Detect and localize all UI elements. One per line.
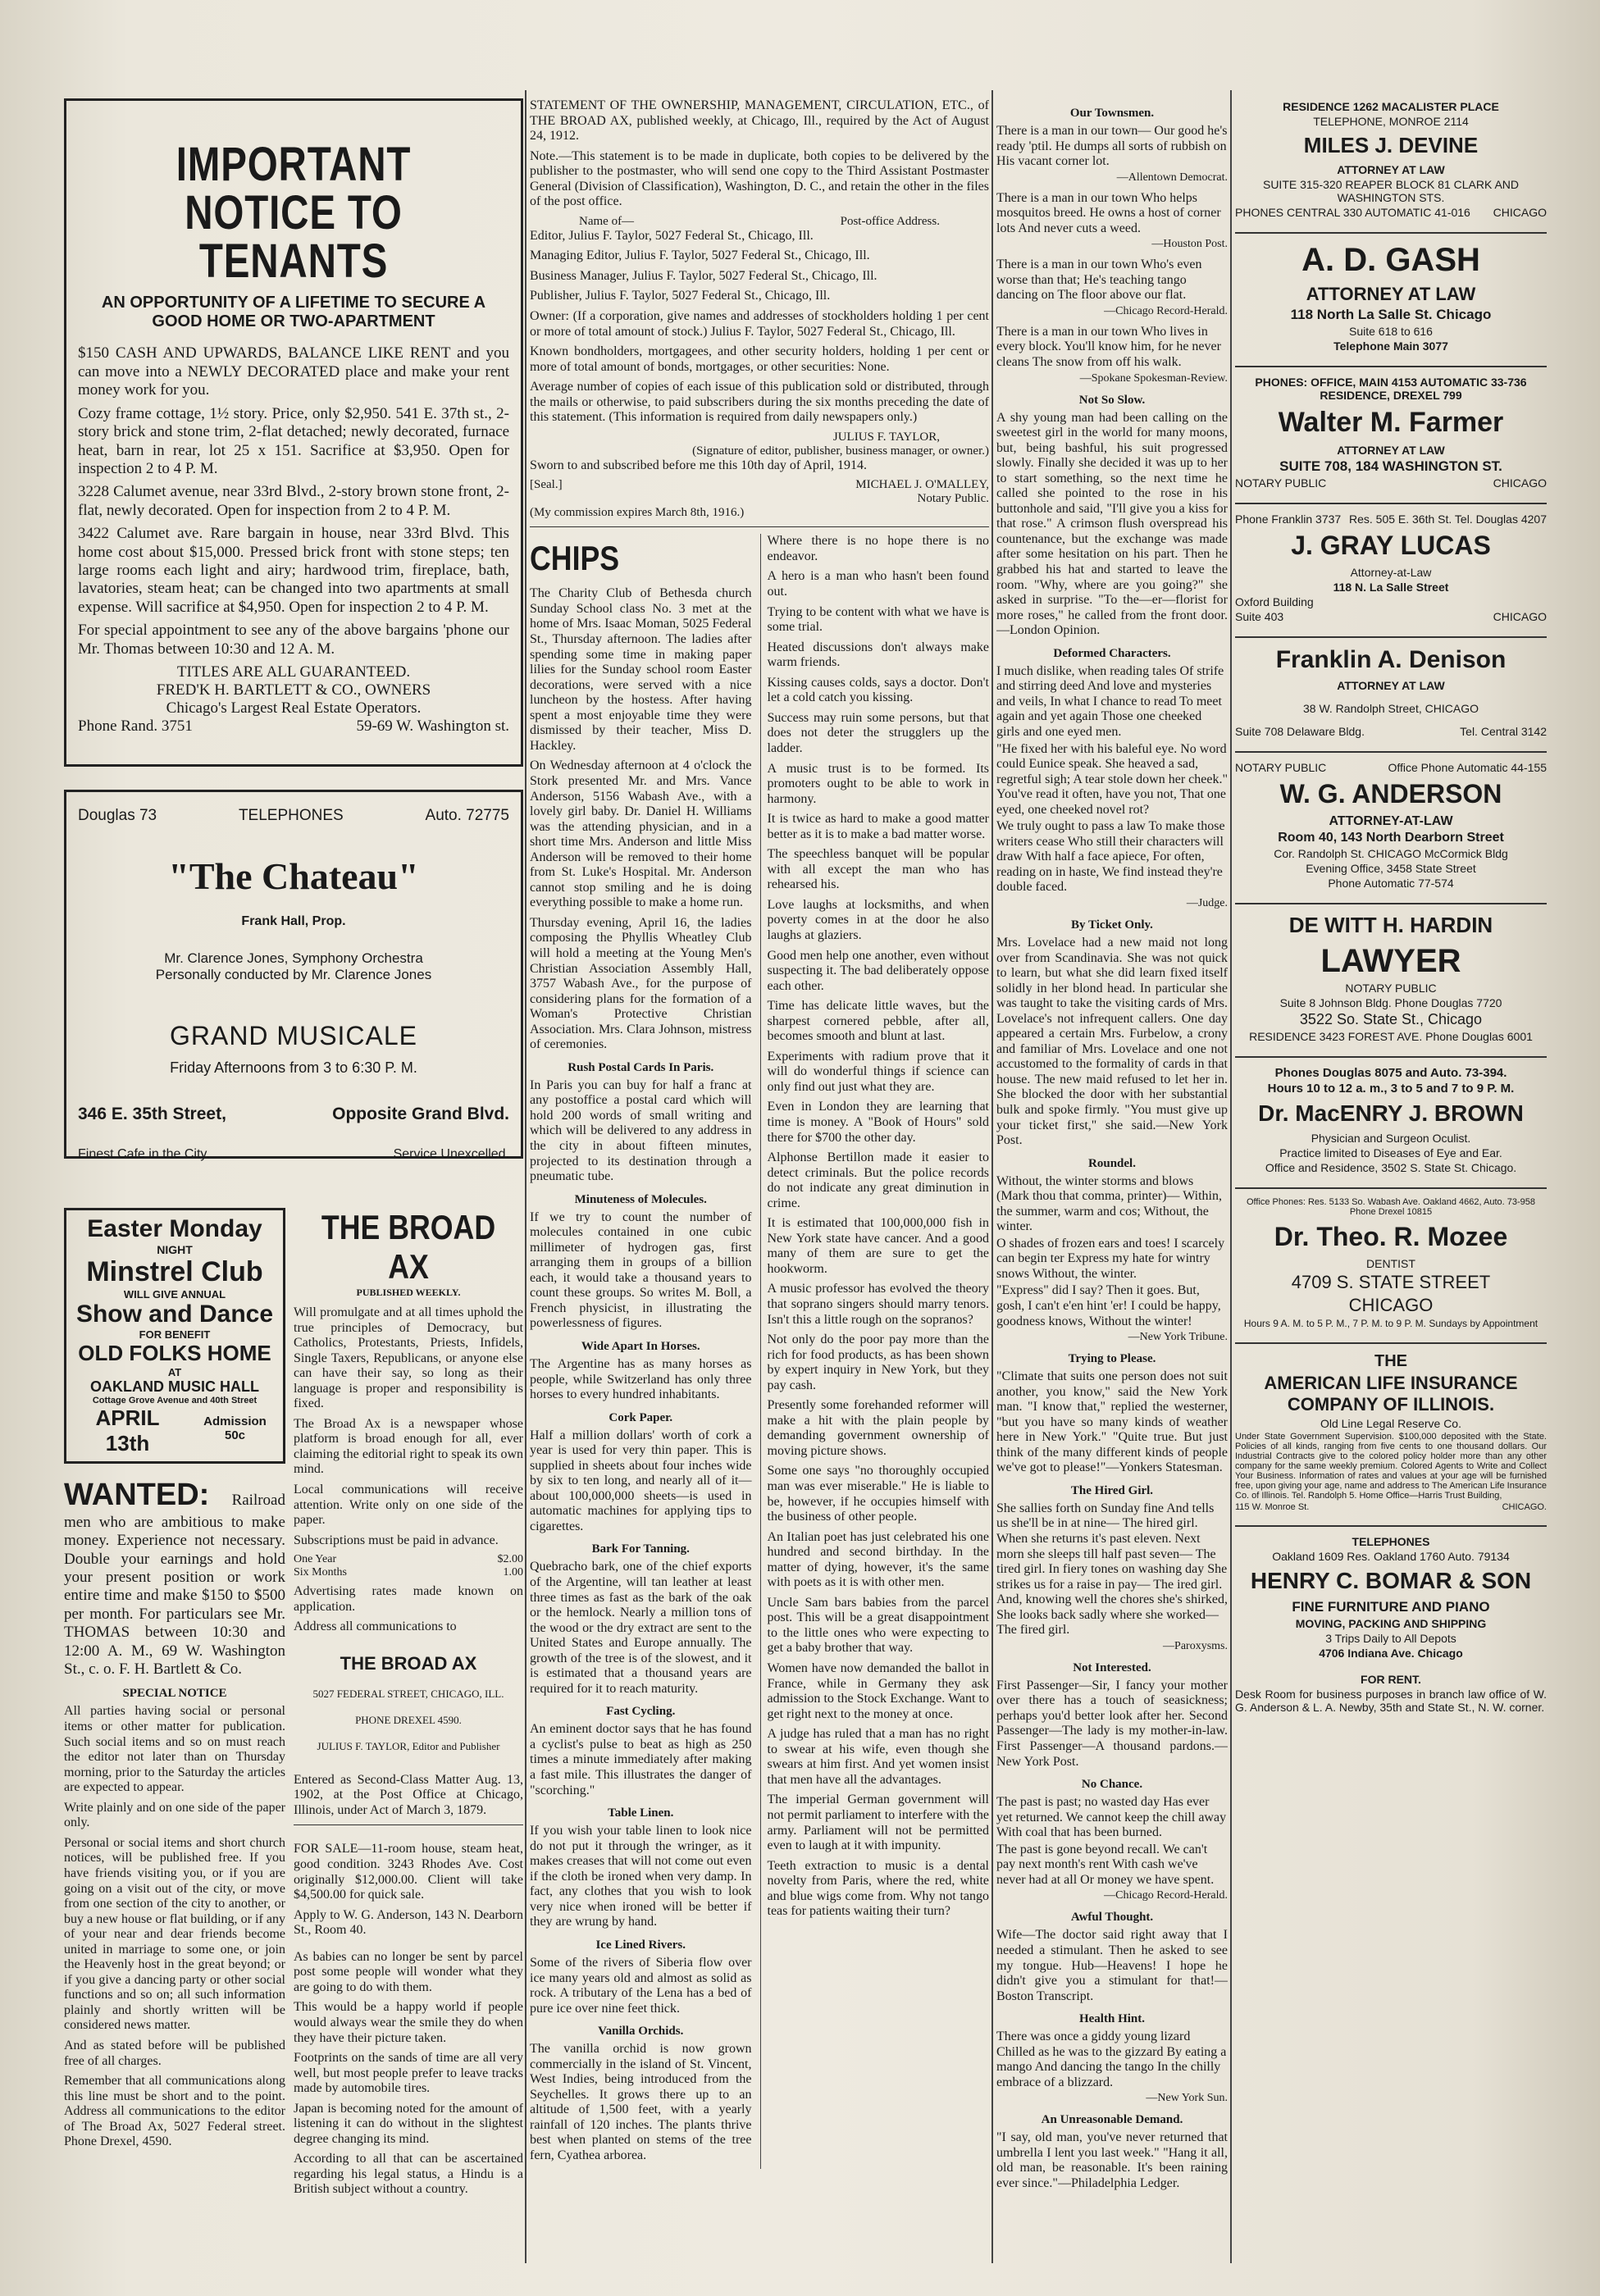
card-line: Cor. Randolph St. CHICAGO McCormick Bldg xyxy=(1274,847,1508,860)
notice-dealers: Chicago's Largest Real Estate Operators. xyxy=(166,699,422,717)
statement-head: STATEMENT OF THE OWNERSHIP, MANAGEMENT, CIRCULATION, ETC., of THE BROAD AX, published weekly, at Chicago, Ill., required by the Act of August 24, 1912. xyxy=(530,98,989,144)
item-head: Bark For Tanning. xyxy=(591,1542,690,1556)
poem-stanza: There is a man in our town Who helps mosquitos breed. He owns a host of corner lots And never cuts a weed. xyxy=(996,190,1221,235)
minstrel-hall: OAKLAND MUSIC HALL xyxy=(90,1378,259,1395)
forsale-apply: Apply to W. G. Anderson, 143 N. Dearborn St., Room 40. xyxy=(294,1907,523,1938)
card-line: PHONES CENTRAL 330 AUTOMATIC 41-016 xyxy=(1235,206,1470,219)
card-line: ATTORNEY AT LAW xyxy=(1306,284,1476,304)
card-line: FINE FURNITURE AND PIANO xyxy=(1292,1599,1490,1615)
card-name: A. D. GASH xyxy=(1301,242,1480,278)
statement-commission: (My commission expires March 8th, 1916.) xyxy=(530,506,745,520)
chip-item: Good men help one another, even without suspecting it. The bad deliberately oppose each other. xyxy=(767,948,989,993)
chip-item: The imperial German government will not permit parliament to interfere with the army. Parliament will not be permitted even to laugh at it with impunity. xyxy=(767,1793,989,1853)
broadax-entered: Entered as Second-Class Matter Aug. 13, 1902, at the Post Office at Chicago, Illinois, under Act of March 3, 1879. xyxy=(294,1772,523,1817)
card-line: Oakland 1609 Res. Oakland 1760 Auto. 79134 xyxy=(1272,1550,1510,1563)
poem-stanza: The past is past; no wasted day Has ever yet returned. We cannot keep the chill away With coal that has been burned. xyxy=(996,1795,1227,1840)
card-denison xyxy=(1235,646,1547,738)
card-name: DE WITT H. HARDIN xyxy=(1288,913,1493,937)
card-line: TELEPHONE, MONROE 2114 xyxy=(1313,115,1469,128)
notice-para: $150 CASH AND UPWARDS, BALANCE LIKE RENT and you can move into a NEWLY DECORATED place and make your rent money work for you. xyxy=(78,344,509,399)
broadax-year: One Year xyxy=(294,1553,337,1566)
filler-para: Footprints on the sands of time are all very well, but most people prefer to leave tracks made by automobile tires. xyxy=(294,2051,523,2096)
card-line: MOVING, PACKING AND SHIPPING xyxy=(1295,1617,1487,1630)
broadax-para: Advertising rates made known on application. xyxy=(294,1584,523,1614)
poem-stanza: There is a man in our town Who lives in every block. You'll know him, for he never cleans The snow from off his walk. xyxy=(996,324,1221,370)
chip-item: It is twice as hard to make a good matter better as it is to make a bad matter worse. xyxy=(767,812,989,841)
poem-attribution: —Chicago Record-Herald. xyxy=(1104,304,1228,317)
chip-item: Love laughs at locksmiths, and when poverty comes in at the door he also laughs at glaziers. xyxy=(767,897,989,942)
item-text: An eminent doctor says that he has found a cyclist's pulse to beat as high as 250 times a minute immediately after making a fast mile. This illustrates the danger of "scorching." xyxy=(530,1722,752,1797)
chip-item: The speechless banquet will be popular with all except the man who has rehearsed his. xyxy=(767,847,989,892)
tenants-notice-ad xyxy=(64,98,523,767)
card-bomar xyxy=(1235,1535,1547,1660)
card-line: TELEPHONES xyxy=(1352,1535,1430,1548)
card-line: Telephone Main 3077 xyxy=(1333,339,1448,353)
card-lucas xyxy=(1235,512,1547,623)
chip-item: Teeth extraction to music is a dental novelty from Paris, where the red, white and blue wigs come from. Why not tango teas for patients waiting their turn? xyxy=(767,1858,989,1919)
minstrel-date: APRIL 13th xyxy=(95,1405,160,1456)
card-name: LAWYER xyxy=(1320,943,1461,979)
filler-para: According to all that can be ascertained regarding his legal status, a Hindu is a British subject without a country. xyxy=(294,2152,523,2197)
card-line: Suite 403 xyxy=(1235,610,1284,623)
card-farmer xyxy=(1235,376,1547,490)
card-line: ATTORNEY-AT-LAW xyxy=(1329,814,1453,828)
card-line: DENTIST xyxy=(1366,1257,1415,1270)
card-devine xyxy=(1235,100,1547,219)
story-title: Trying to Please. xyxy=(1068,1352,1156,1366)
broadax-phone: PHONE DREXEL 4590. xyxy=(355,1713,462,1726)
item-text: If we try to count the number of molecules contained in one cubic millimeter of hydrogen gas, first arranging them in groups of a billion each, it would take a thousand years to count these groups. So writes M. Boll, a French physicist, in illustrating the powerlessness of figures. xyxy=(530,1210,752,1331)
chateau-phone-left: Douglas 73 xyxy=(78,807,157,824)
card-line: Desk Room for business purposes in branch law office of W. G. Anderson & L. A. Newby, 35th and State St., N. W. corner. xyxy=(1235,1688,1547,1714)
card-line: Phones Douglas 8075 and Auto. 73-394. xyxy=(1274,1066,1507,1080)
card-line: Under State Government Supervision. $100,000 deposited with the State. Policies of all kinds, ranging from five cents to one thousand dollars. Our Industrial Contracts give to the colored policy holder more than any other company for the same weekly premium. Colored Agents to Write and Collect Your Business. Information of rates and values at your age will be furnished free, upon giving your age, name and address to The American Life Insurance Co. of Illinois. Tel. Randolph 5. Home Office—Harris Trust Building, xyxy=(1235,1432,1547,1501)
card-name: MILES J. DEVINE xyxy=(1303,133,1479,157)
special-para: Remember that all communications along this line must be short and to the point. Address all communications to the editor of The Broad Ax, 5027 Federal street. Phone Drexel, 4590. xyxy=(64,2074,285,2149)
column-4 xyxy=(1235,98,1547,2263)
column-1 xyxy=(64,98,523,2263)
card-line: SUITE 708, 184 WASHINGTON ST. xyxy=(1279,458,1502,474)
chateau-orchestra: Mr. Clarence Jones, Symphony Orchestra xyxy=(164,950,423,966)
card-line: CHICAGO xyxy=(1493,610,1547,623)
chip-item: Not only do the poor pay more than the rich for food products, as has been shown by expert inquiry in New York, but they pay cash. xyxy=(767,1332,989,1392)
chip-item: Where there is no hope there is no endeavor. xyxy=(767,534,989,563)
poem-title: No Chance. xyxy=(1081,1778,1143,1792)
poem-attribution: —New York Tribune. xyxy=(1128,1331,1228,1344)
item-text: The Argentine has as many horses as people, while Switzerland has only three horses to every hundred inhabitants. xyxy=(530,1357,752,1402)
poem-stanza: O shades of frozen ears and toes! I scarcely can begin ter Express my hate for wintry snows Without, the winter. xyxy=(996,1236,1225,1281)
chip-item: Kissing causes colds, says a doctor. Don't let a cold catch you kissing. xyxy=(767,675,989,705)
chateau-phone-mid: TELEPHONES xyxy=(238,807,344,824)
statement-signature-note: (Signature of editor, publisher, business manager, or owner.) xyxy=(692,444,989,458)
story-text: A shy young man had been calling on the sweetest girl in the world for many moons, but, being bashful, his suit progressed slowly. Finally she decided it was up to her to start something, so the next time he called she pointed to the rose in his buttonhole and said, "I'll give you a kiss for that rose." A crimson flush overspread his countenance, but the exchange was made after some hesitation on his part. Then he grabbed his hat and started to leave the room. "Why, where are you going?" she asked in surprise. "To the—er—florist for more roses," he called from the front door.—London Opinion. xyxy=(996,410,1228,638)
broadax-para: Address all communications to xyxy=(294,1620,457,1634)
special-notice-head: SPECIAL NOTICE xyxy=(122,1687,227,1701)
card-name: Franklin A. Denison xyxy=(1275,646,1507,673)
card-line: ATTORNEY AT LAW xyxy=(1337,444,1445,457)
card-line: CHICAGO xyxy=(1493,206,1547,219)
card-for-rent xyxy=(1235,1673,1547,1714)
card-line: Phone Franklin 3737 xyxy=(1235,512,1342,526)
card-name: Dr. Theo. R. Mozee xyxy=(1274,1222,1508,1251)
statement-business: Business Manager, Julius F. Taylor, 5027 Federal St., Chicago, Ill. xyxy=(530,268,877,283)
special-para: Personal or social items and short church notices, will be published free. If you have friends visiting you, or if you are going on a visit out of the city, or move from one section of the city to another, or buy a new house or flat building, or if any of your near and dear friends become united in marriage to some one, or join the Heavenly host in the great beyond; or if you give a dancing party or other social functions and so on; all such information plainly and shortly written will be considered news matter. xyxy=(64,1835,285,2033)
chateau-service: Service Unexcelled. xyxy=(393,1147,509,1161)
statement-sworn: Sworn to and subscribed before me this 10th day of April, 1914. xyxy=(530,458,868,472)
chateau-times: Friday Afternoons from 3 to 6:30 P. M. xyxy=(170,1059,417,1076)
poem-stanza: Without, the winter storms and blows (Mark thou that comma, printer)— Within, the summer, warm and cos; Without, the winter. xyxy=(996,1173,1222,1234)
poem-title: Health Hint. xyxy=(1078,2012,1145,2026)
card-line: CHICAGO xyxy=(1493,476,1547,490)
chip-item: Even in London they are learning that time is money. A "Book of Hours" sold there for $700 the other day. xyxy=(767,1100,989,1145)
notice-phone: Phone Rand. 3751 xyxy=(78,717,193,735)
forsale-para: FOR SALE—11-room house, steam heat, good condition. 3243 Rhodes Ave. Cost originally $12,000.00. Client will take $4,500.00 for quick sale. xyxy=(294,1842,523,1902)
minstrel-benefit: FOR BENEFIT xyxy=(139,1328,211,1341)
minstrel-admission: Admission 50c xyxy=(203,1414,267,1442)
poem-attribution: —Spokane Spokesman-Review. xyxy=(1079,371,1228,385)
poem-title: Deformed Characters. xyxy=(1053,646,1171,660)
story-text: First Passenger—Sir, I fancy your mother over there has a touch of seasickness; perhaps you'd better look after her. Second Passenger—The lady is my mother-in-law. First Passenger—A thousand pardons.—New York Post. xyxy=(996,1678,1228,1769)
card-line: Hours 9 A. M. to 5 P. M., 7 P. M. to 9 P. M. Sundays by Appointment xyxy=(1243,1318,1538,1329)
chips-para: On Wednesday afternoon at 4 o'clock the Stork presented Mr. and Mrs. Vance Anderson, 5156 Wabash Ave., with a lovely girl baby. Dr. Daniel H. Williams was the attending physician, and in a short time Mrs. Anderson and little Miss Anderson will be removed to their home from St. Luke's Hospital. Mr. Anderson cannot stop smiling and he is doing everything possible to make a home run. xyxy=(530,758,752,910)
card-line: 118 N. La Salle Street xyxy=(1333,581,1449,594)
item-head: Wide Apart In Horses. xyxy=(581,1340,700,1353)
poem-title: The Hired Girl. xyxy=(1070,1483,1154,1497)
story-title: Not So Slow. xyxy=(1078,393,1146,407)
poem-stanza: There is a man in our town— Our good he's ready 'ptil. He dumps all sorts of rubbish on His vacant corner lot. xyxy=(996,124,1228,169)
chateau-musicale: GRAND MUSICALE xyxy=(169,1021,418,1050)
notice-para: Cozy frame cottage, 1½ story. Price, only $2,950. 541 E. 37th st., 2-story brick and stone trim, 2-flat detached; newly decorated, furnace heat, barn in rear, lot 25 x 151. Sacrifice at $3,950. Open for inspection 2 to 4 P. M. xyxy=(78,404,509,477)
broadax-address: 5027 FEDERAL STREET, CHICAGO, ILL. xyxy=(312,1687,504,1700)
chateau-phone-right: Auto. 72775 xyxy=(425,807,509,824)
chip-item: A hero is a man who hasn't been found out. xyxy=(767,569,989,599)
chip-item: A music trust is to be formed. Its promoters ought to be able to work in harmony. xyxy=(767,761,989,806)
statement-notary-title: Notary Public. xyxy=(917,492,989,506)
chip-item: Alphonse Bertillon made it easier to detect criminals. But the police records do not indicate any great diminution in crime. xyxy=(767,1150,989,1210)
card-line: Phone Automatic 77-574 xyxy=(1328,877,1454,890)
card-line: NOTARY PUBLIC xyxy=(1235,761,1327,774)
item-head: Ice Lined Rivers. xyxy=(595,1938,686,1952)
special-para: Write plainly and on one side of the paper only. xyxy=(64,1800,285,1830)
chip-item: Women have now demanded the ballot in France, while in Germany they ask admission to the Stock Exchange. Want to get right next to the money at once. xyxy=(767,1661,989,1721)
notice-para: 3422 Calumet ave. Rare bargain in house, near 33rd Blvd. This home cost about $15,000. Pressed brick front with stone steps; ten large rooms each light and airy; hardwood trim, fireplace, bath, lavatories, steam heat; can be changed into two apartments at small expense. Will sacrifice at $4,950. Open for inspection 2 to 4 P. M. xyxy=(78,525,509,616)
card-line: PHONES: OFFICE, MAIN 4153 AUTOMATIC 33-736 RESIDENCE, DREXEL 799 xyxy=(1255,376,1527,402)
chateau-ad xyxy=(64,790,523,1159)
card-anderson xyxy=(1235,761,1547,890)
story-title: Awful Thought. xyxy=(1070,1911,1154,1925)
card-gash xyxy=(1235,242,1547,353)
notice-address: 59-69 W. Washington st. xyxy=(356,717,509,735)
poem-attribution: —Houston Post. xyxy=(1151,238,1228,251)
minstrel-ad xyxy=(64,1208,285,1464)
broadax-six-price: 1.00 xyxy=(503,1566,523,1579)
column-rule xyxy=(1230,90,1232,2263)
card-line: THE xyxy=(1374,1352,1407,1370)
poem-attribution: —New York Sun. xyxy=(1146,2092,1228,2105)
poem-title: Roundel. xyxy=(1088,1156,1136,1170)
story-text: "I say, old man, you've never returned that umbrella I lent you last week." "Hang it all, old man, be reasonable. It's been raining ever since."—Philadelphia Ledger. xyxy=(996,2130,1228,2190)
card-line: Room 40, 143 North Dearborn Street xyxy=(1278,831,1504,845)
wanted-text: Railroad men who are ambitious to make money. Experience not necessary. Double your earnings and hold your present position or work entire time and make $150 to $500 per month. For particulars see Mr. THOMAS between 10:30 and 12:00 A. M., 69 W. Washington St., c. o. F. H. Bartlett & Co. xyxy=(64,1492,285,1679)
statement-owner: Owner: (If a corporation, give names and addresses of stockholders holding 1 per cent or more of total amount of stock.) Julius F. Taylor, 5027 Federal St., Chicago, Ill. xyxy=(530,309,989,339)
chips-title: CHIPS xyxy=(530,539,620,578)
poem-stanza: "Express" did I say? Then it goes. But, gosh, I can't e'en hint 'er! I could be happy, goodness knows, Without the winter! xyxy=(996,1283,1221,1328)
notice-para: For special appointment to see any of the above bargains 'phone our Mr. Thomas between 10:30 and 12 A. M. xyxy=(78,622,509,658)
filler-para: This would be a happy world if people would always wear the smile they do when they have their picture taken. xyxy=(294,2000,523,2045)
item-text: Some of the rivers of Siberia flow over ice many years old and almost as solid as rock. A tributary of the Lena has a bed of pure ice over nine feet thick. xyxy=(530,1955,752,2016)
chip-item: A music professor has evolved the theory that soprano singers should marry tenors. Isn't this a little rough on the sopranos? xyxy=(767,1282,989,1327)
chip-item: Presently some forehanded reformer will make a hit with the plain people by demanding government ownership of moving picture shows. xyxy=(767,1398,989,1458)
card-line: Office Phone Automatic 44-155 xyxy=(1388,761,1547,774)
statement-signature: JULIUS F. TAYLOR, xyxy=(832,430,940,444)
card-name: HENRY C. BOMAR & SON xyxy=(1250,1568,1532,1593)
notice-subtitle: AN OPPORTUNITY OF A LIFETIME TO SECURE A GOOD HOME OR TWO-APARTMENT xyxy=(101,294,486,331)
item-head: Rush Postal Cards In Paris. xyxy=(568,1060,714,1074)
card-line: NOTARY PUBLIC xyxy=(1235,476,1327,490)
statement-bonds: Known bondholders, mortgagees, and other security holders, holding 1 per cent or more of total amount of bonds, mortgages, or other securities: None. xyxy=(530,344,989,374)
broadax-masthead: THE BROAD AX xyxy=(321,1208,496,1286)
card-name: Dr. MacENRY J. BROWN xyxy=(1258,1100,1524,1126)
card-line: CHICAGO. xyxy=(1502,1502,1547,1512)
minstrel-annual: WILL GIVE ANNUAL xyxy=(123,1288,226,1301)
poem-stanza: The past is gone beyond recall. We can't pay next month's rent With cash we've never had at all Or money we have spent. xyxy=(996,1842,1215,1887)
statement-notary: MICHAEL J. O'MALLEY, xyxy=(855,478,989,492)
chip-item: Some one says "no thoroughly occupied man was ever miserable." He is liable to be, however, if he occupies himself with the business of other people. xyxy=(767,1464,989,1524)
card-line: ATTORNEY AT LAW xyxy=(1337,163,1445,176)
broadax-weekly: PUBLISHED WEEKLY. xyxy=(356,1287,461,1298)
poem-stanza: I much dislike, when reading tales Of strife and stirring deed And love and mysteries and veils, In what I chance to read To meet again and yet again Those one cheeked girls and one eyed men. xyxy=(996,663,1224,739)
poem-stanza: "He fixed her with his baleful eye. No word could Eunice speak. She heaved a sad, regretful sigh; A tear stole down her cheek." You've read it often, have you not, That one eyed, one cheeked novel rot? xyxy=(996,741,1228,817)
statement-editor: Editor, Julius F. Taylor, 5027 Federal St., Chicago, Ill. xyxy=(530,228,814,243)
card-name: AMERICAN LIFE INSURANCE COMPANY OF ILLINOIS. xyxy=(1264,1373,1518,1414)
card-life-insurance xyxy=(1235,1352,1547,1512)
card-line: RESIDENCE 1262 MACALISTER PLACE xyxy=(1283,100,1499,113)
column-rule xyxy=(991,90,993,2263)
minstrel-show: Show and Dance xyxy=(75,1301,274,1328)
poem-stanza: We truly ought to pass a law To make those writers cease Who still their characters will draw With half a face apiece, For often, reading on in haste, We find instead they're double faced. xyxy=(996,819,1225,895)
card-line: Practice limited to Diseases of Eye and Ear. xyxy=(1279,1146,1502,1159)
chip-item: Success may ruin some persons, but that does not deter the strugglers up the ladder. xyxy=(767,710,989,755)
column-3 xyxy=(996,98,1228,2263)
notice-title: IMPORTANT NOTICE TO TENANTS xyxy=(175,138,412,289)
chateau-opposite: Opposite Grand Blvd. xyxy=(332,1105,509,1123)
broadax-para: Will promulgate and at all times uphold the true principles of Democracy, but Catholics, Protestants, Priests, Infidels, Single Taxers, Republicans, or anyone else can have their say, so long as their language is proper and responsibility is fixed. xyxy=(294,1305,523,1411)
ownership-statement xyxy=(530,98,989,520)
card-line: Hours 10 to 12 a. m., 3 to 5 and 7 to 9 P. M. xyxy=(1267,1082,1515,1096)
poem-attribution: —Chicago Record-Herald. xyxy=(1104,1889,1228,1902)
chips-para: The Charity Club of Bethesda church Sunday School class No. 3 met at the home of Mrs. Isaac Moman, 5025 Federal St., Thursday afternoon. The ladies after spending some time in making paper lilies for the Sunday school room Easter decorations, were served with a nice luncheon by the hostess. After having spent a most enjoyable time they were dismissed by their teacher, Miss D. Hackley. xyxy=(530,586,752,753)
statement-note: Note.—This statement is to be made in duplicate, both copies to be delivered by the publisher to the postmaster, who will send one copy to the Third Assistant Postmaster General (Division of Classification), Washington, D. C., and retain the other in the files of the post office. xyxy=(530,148,989,209)
card-line: FOR RENT. xyxy=(1361,1673,1421,1686)
chip-item: It is estimated that 100,000,000 fish in New York state have cancer. And a good many of them are sure to get the hookworm. xyxy=(767,1216,989,1276)
broadax-year-price: $2.00 xyxy=(497,1553,523,1566)
special-para: All parties having social or personal items or other matter for publication. Such social items and so on must reach the editor not later than on Thursday morning, prior to the Saturday the articles are expected to appear. xyxy=(64,1704,285,1795)
statement-postoffice: Post-office Address. xyxy=(840,214,940,228)
card-name: J. GRAY LUCAS xyxy=(1291,531,1491,560)
card-hardin xyxy=(1235,913,1547,1043)
special-para: And as stated before will be published free of all charges. xyxy=(64,2038,285,2068)
item-head: Minuteness of Molecules. xyxy=(574,1192,707,1206)
chateau-conductor: Personally conducted by Mr. Clarence Jones xyxy=(155,967,432,982)
item-text: Half a million dollars' worth of cork a year is used for very thin paper. This is supplied in sheets about four inches wide by six to ten long, and nearly all of it—about 100,000,000 sheets—is used in automatic machines for applying tips to cigarettes. xyxy=(530,1428,752,1533)
story-title: Not Interested. xyxy=(1073,1660,1151,1674)
story-title: An Unreasonable Demand. xyxy=(1041,2113,1183,2127)
broadax-para: The Broad Ax is a newspaper whose platform is broad enough for all, ever claiming the editorial right to speak its own mind. xyxy=(294,1416,523,1477)
story-text: Mrs. Lovelace had a new maid not long over from Scandinavia. She was not quick to learn, but what she did learn fixed itself solidly in her blond head. In particular she was taught to take the visiting cards of Mrs. Lovelace's not infrequent callers. One day appeared a certain Mrs. Furbelow, a crony and familiar of Mrs. Lovelace and one not accustomed to the formality of cards in that house. The new maid refused to let her in. She blocked the door with her substantial bulk and spoke firmly. "You must give up your ticket first," she said.—New York Post. xyxy=(996,935,1228,1148)
card-line: Suite 618 to 616 xyxy=(1349,325,1433,338)
poem-attribution: —Allentown Democrat. xyxy=(1116,171,1228,184)
minstrel-at: AT xyxy=(167,1366,182,1378)
story-title: By Ticket Only. xyxy=(1071,918,1153,932)
item-text: If you wish your table linen to look nice do not put it through the wringer, as it makes creases that will not come out even if the cloth be ironed when very damp. In fact, any clothes that you wish to look very nice when ironed will be better if they are wrung by hand. xyxy=(530,1824,752,1929)
statement-average: Average number of copies of each issue of this publication sold or distributed, through the mails or otherwise, to paid subscribers during the six months preceding the date of this statement. (This information is required from daily newspapers only.) xyxy=(530,380,989,425)
chips-para: Thursday evening, April 16, the ladies composing the Phyllis Wheatley Club will hold a meeting at the Young Men's Christian Association Assembly Hall, 3757 Wabash Ave., for the purpose of considering plans for the formation of a Woman's Protective Christian Association. Mrs. Clara Johnson, mistress of ceremonies. xyxy=(530,915,752,1052)
filler-para: Japan is becoming noted for the amount of listening it can do without in the slightest degree changing its mind. xyxy=(294,2101,523,2146)
card-line: 115 W. Monroe St. xyxy=(1235,1502,1310,1512)
minstrel-night: NIGHT xyxy=(157,1243,193,1256)
card-line: Old Line Legal Reserve Co. xyxy=(1320,1417,1461,1430)
card-brown xyxy=(1235,1066,1547,1174)
item-text: Quebracho bark, one of the chief exports of the Argentine, will tan leather at least three times as fast as the bark of the oak or the hemlock. Nearly a million tons of the wood or the dry extract are sent to the United States and Europe annually. The growth of the tree is of the slowest, and it is estimated that a thousand years are required for it to reach maturity. xyxy=(530,1560,752,1696)
card-line: Attorney-at-Law xyxy=(1350,566,1432,579)
card-line: Tel. Central 3142 xyxy=(1460,725,1547,738)
statement-name-of: Name of— xyxy=(579,214,635,228)
chateau-prop: Frank Hall, Prop. xyxy=(241,914,346,928)
item-head: Cork Paper. xyxy=(609,1410,673,1424)
notice-owners: FRED'K H. BARTLETT & CO., OWNERS xyxy=(156,681,431,699)
poem-stanza: There was once a giddy young lizard Chilled as he was to the gizzard By eating a mango And dancing the tango In the chilly embrace of a blizzard. xyxy=(996,2029,1227,2089)
card-line: 38 W. Randolph Street, CHICAGO xyxy=(1303,702,1479,715)
poem-stanza: She sallies forth on Sunday fine And tells us she'll be in at nine— The hired girl. When she returns it's past eleven. Next morn she sleeps till half past seven— The tired girl. In fiery tones on washing day She strikes us for a raise in pay— The ired girl. And, knowing well the chores she's shirked, She looks back sadly where she worked— The fired girl. xyxy=(996,1501,1228,1638)
column-rule xyxy=(525,90,526,2263)
card-mozee xyxy=(1235,1197,1547,1329)
card-name: Walter M. Farmer xyxy=(1278,407,1504,438)
card-line: CHICAGO xyxy=(1348,1295,1434,1315)
card-line: 118 North La Salle St. Chicago xyxy=(1290,307,1492,322)
story-text: "Climate that suits one person does not suit another, you know," said the New York man. "I know that," replied the westerner, "but you have so many kinds of weather here in New York." "Quite true. But just think of the many different kinds of people we've got to please!"—Yonkers Statesman. xyxy=(996,1369,1228,1475)
card-line: RESIDENCE 3423 FOREST AVE. Phone Douglas 6001 xyxy=(1249,1030,1533,1043)
item-text: The vanilla orchid is now grown commercially in the island of St. Vincent, West Indies, being introduced from the Seychelles. It grows there up to an altitude of 1,500 feet, with a yearly rainfall of 120 inches. The plants thrive best when planted on stems of the tree fern, Cyathea arborea. xyxy=(530,2042,752,2162)
notice-para: 3228 Calumet avenue, near 33rd Blvd., 2-story brown stone front, 2-flat, newly decorated. Open for inspection from 2 to 4 P. M. xyxy=(78,483,509,519)
card-line: Suite 8 Johnson Bldg. Phone Douglas 7720 xyxy=(1279,996,1502,1009)
poem-stanza: There is a man in our town Who's even worse than that; He's teaching tango dancing on The floor above our flat. xyxy=(996,257,1202,303)
minstrel-day: Easter Monday xyxy=(87,1215,262,1242)
column-2 xyxy=(530,98,989,2263)
card-line: 3 Trips Daily to All Depots xyxy=(1325,1632,1456,1645)
broadax-six: Six Months xyxy=(294,1566,347,1579)
card-line: 4709 S. STATE STREET xyxy=(1291,1272,1491,1292)
minstrel-location: Cottage Grove Avenue and 40th Street xyxy=(92,1396,258,1405)
card-line: Office and Residence, 3502 S. State St. Chicago. xyxy=(1265,1161,1517,1174)
poem-attribution: —Judge. xyxy=(1186,896,1228,909)
card-line: NOTARY PUBLIC xyxy=(1345,982,1437,995)
chip-item: Heated discussions don't always make warm friends. xyxy=(767,640,989,670)
chip-item: Experiments with radium prove that it will do wonderful things if science can only find out just what they are. xyxy=(767,1049,989,1094)
chateau-cafe: Finest Cafe in the City. xyxy=(78,1147,210,1161)
story-text: Wife—The doctor said right away that I needed a stimulant. Then he asked to see my tongue. Hub—Heavens! I hope he didn't give you a stimulant for that!—Boston Transcript. xyxy=(996,1928,1228,2003)
minstrel-home: OLD FOLKS HOME xyxy=(78,1341,271,1365)
chateau-title: "The Chateau" xyxy=(168,855,419,897)
item-head: Vanilla Orchids. xyxy=(598,2025,684,2039)
card-line: ATTORNEY AT LAW xyxy=(1337,679,1445,692)
poem-attribution: —Paroxysms. xyxy=(1163,1639,1228,1652)
chip-item: Uncle Sam bars babies from the parcel post. This will be a great disappointment to the little ones who were expecting to get a baby brother that way. xyxy=(767,1595,989,1656)
card-line: Physician and Surgeon Oculist. xyxy=(1311,1132,1471,1145)
card-line: Evening Office, 3458 State Street xyxy=(1306,862,1476,875)
broadax-name: THE BROAD AX xyxy=(340,1652,477,1674)
card-line: Office Phones: Res. 5133 So. Wabash Ave. Oakland 4662, Auto. 73-958 Phone Drexel 10815 xyxy=(1246,1197,1536,1217)
card-line: 3522 So. State St., Chicago xyxy=(1299,1011,1483,1027)
item-head: Fast Cycling. xyxy=(606,1705,676,1719)
card-line: 4706 Indiana Ave. Chicago xyxy=(1319,1647,1463,1660)
chip-item: An Italian poet has just celebrated his one hundred and second birthday. In the matter of dying, however, it's the same with poets as it is with other men. xyxy=(767,1529,989,1590)
filler-para: As babies can no longer be sent by parcel post some people will wonder what they are going to do with them. xyxy=(294,1949,523,1994)
chip-item: Trying to be content with what we have is some trial. xyxy=(767,604,989,635)
card-line: SUITE 315-320 REAPER BLOCK 81 CLARK AND WASHINGTON STS. xyxy=(1262,178,1520,204)
item-head: Table Linen. xyxy=(608,1806,674,1820)
statement-managing: Managing Editor, Julius F. Taylor, 5027 Federal St., Chicago, Ill. xyxy=(530,248,870,263)
broadax-para: Local communications will receive attention. Write only on one side of the paper. xyxy=(294,1483,523,1528)
broadax-para: Subscriptions must be paid in advance. xyxy=(294,1533,499,1547)
item-text: In Paris you can buy for half a franc at any postoffice a postal card which will hold 200 words of small writing and which will be delivered to any address in the city in about fifteen minutes, projected to its destination through a pneumatic tube. xyxy=(530,1077,752,1184)
statement-publisher: Publisher, Julius F. Taylor, 5027 Federal St., Chicago, Ill. xyxy=(530,289,831,303)
card-line: Res. 505 E. 36th St. Tel. Douglas 4207 xyxy=(1348,512,1547,526)
statement-seal: [Seal.] xyxy=(530,478,563,492)
card-line: Oxford Building xyxy=(1235,595,1314,608)
wanted-head: WANTED: xyxy=(64,1478,210,1512)
chip-item: A judge has ruled that a man has no right to swear at his wife, even though she swears at him first. And yet women insist that men have all the advantages. xyxy=(767,1727,989,1787)
chateau-address: 346 E. 35th Street, xyxy=(78,1105,226,1123)
notice-guarantee: TITLES ARE ALL GUARANTEED. xyxy=(176,663,411,681)
card-name: W. G. ANDERSON xyxy=(1279,779,1502,809)
minstrel-club: Minstrel Club xyxy=(86,1256,263,1287)
poem-title: Our Townsmen. xyxy=(1069,107,1155,120)
broadax-editor: JULIUS F. TAYLOR, Editor and Publisher xyxy=(317,1739,500,1752)
chip-item: Time has delicate little waves, but the sharpest cornered pebble, after all, becomes smooth and blunt at last. xyxy=(767,999,989,1044)
card-line: Suite 708 Delaware Bldg. xyxy=(1235,725,1365,738)
